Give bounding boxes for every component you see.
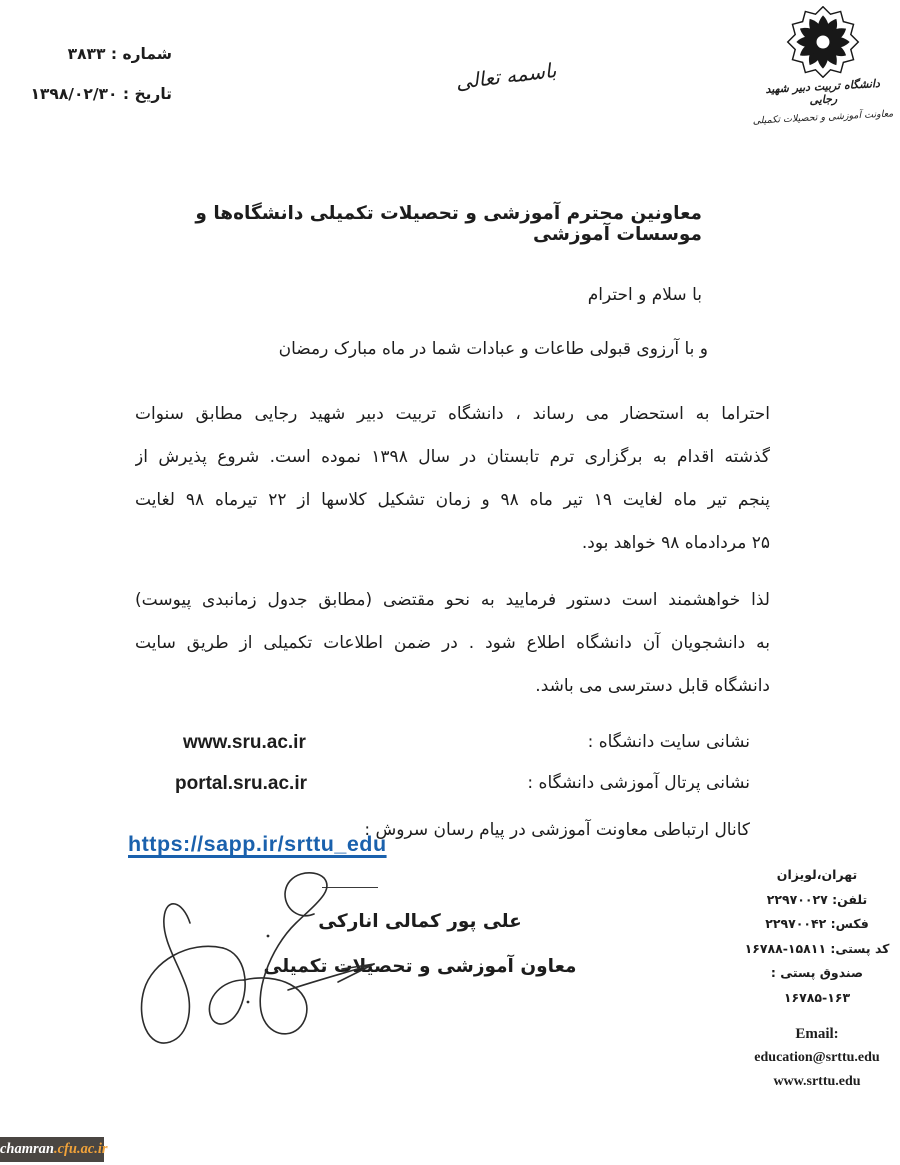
besmele-calligraphy: باسمه تعالی [454, 57, 558, 95]
paragraph-1-line: پنجم تیر ماه لغایت ۱۹ تیر ماه ۹۸ و زمان تشکیل کلاسها از ۲۲ تیرماه ۹۸ لغایت [135, 490, 770, 510]
contact-po-box: صندوق پستی : ۱۶۳-۱۶۷۸۵ [770, 965, 864, 1005]
university-logo-block [752, 6, 894, 127]
portal-address-row [135, 763, 770, 804]
university-department: معاونت آموزشی و تحصیلات تکمیلی [752, 108, 894, 127]
watermark-badge [0, 1137, 108, 1162]
contact-fax: فکس: ۲۲۹۷۰۰۴۲ [765, 916, 869, 931]
portal-address-value: portal.sru.ac.ir [175, 773, 307, 794]
paragraph-1-line: گذشته اقدام به برگزاری ترم تابستان در سال ۱۳۹۸ نموده است. شروع پذیرش از [135, 447, 770, 467]
soroush-channel-link[interactable]: https://sapp.ir/srttu_edu [128, 832, 387, 856]
letter-body [135, 203, 770, 850]
paragraph-1-line: احتراما به استحضار می رساند ، دانشگاه تربیت دبیر شهید رجایی مطابق سنوات [135, 404, 770, 424]
site-address-row [135, 722, 770, 763]
university-sunburst-logo-icon [786, 6, 860, 78]
site-address-label: نشانی سایت دانشگاه : [587, 732, 750, 752]
contact-address: تهران،لویزان [776, 867, 858, 882]
signatory-name: علی پور کمالی انارکی [318, 911, 522, 932]
portal-address-label: نشانی پرتال آموزشی دانشگاه : [527, 773, 750, 793]
site-address-value: www.sru.ac.ir [183, 732, 306, 753]
soroush-channel-label: کانال ارتباطی معاونت آموزشی در پیام رسان سروش : [364, 820, 750, 840]
blessing-line: و با آرزوی قبولی طاعات و عبادات شما در ماه مبارک رمضان [278, 339, 708, 359]
paragraph-1 [135, 393, 770, 565]
salutation-line: با سلام و احترام [587, 285, 702, 305]
signatory-title: معاون آموزشی و تحصیلات تکمیلی [263, 956, 577, 977]
letter-number: شماره : ۳۸۳۳ [67, 45, 172, 63]
watermark-prefix: chamran [0, 1141, 54, 1157]
contact-email-label: Email: [795, 1026, 839, 1042]
contact-info-block [738, 863, 896, 1094]
paragraph-2-line: لذا خواهشمند است دستور فرمایید به نحو مقتضی (مطابق جدول زمانبدی پیوست) [135, 590, 770, 610]
handwritten-signature [128, 868, 388, 1096]
contact-email: education@srttu.edu [754, 1050, 880, 1065]
contact-postal-code: کد پستی: ۱۵۸۱۱-۱۶۷۸۸ [744, 940, 890, 956]
paragraph-1-line: ۲۵ مردادماه ۹۸ خواهد بود. [581, 533, 770, 553]
recipient-heading: معاونین محترم آموزشی و تحصیلات تکمیلی دانشگاه‌ها و موسسات آموزشی [195, 203, 702, 245]
letter-date: تاریخ : ۱۳۹۸/۰۲/۳۰ [30, 85, 172, 103]
paragraph-2 [135, 579, 770, 708]
watermark-suffix: .cfu.ac.ir [54, 1141, 108, 1157]
paragraph-2-line: به دانشجویان آن دانشگاه اطلاع شود . در ضمن اطلاعات تکمیلی از طریق سایت [135, 633, 770, 653]
contact-website: www.srttu.edu [773, 1074, 861, 1089]
paragraph-2-line: دانشگاه قابل دسترسی می باشد. [535, 676, 770, 696]
letter-reference-block [20, 34, 172, 114]
contact-phone: تلفن: ۲۲۹۷۰۰۲۷ [766, 891, 868, 907]
university-name: دانشگاه تربیت دبیر شهید رجایی [765, 77, 881, 107]
